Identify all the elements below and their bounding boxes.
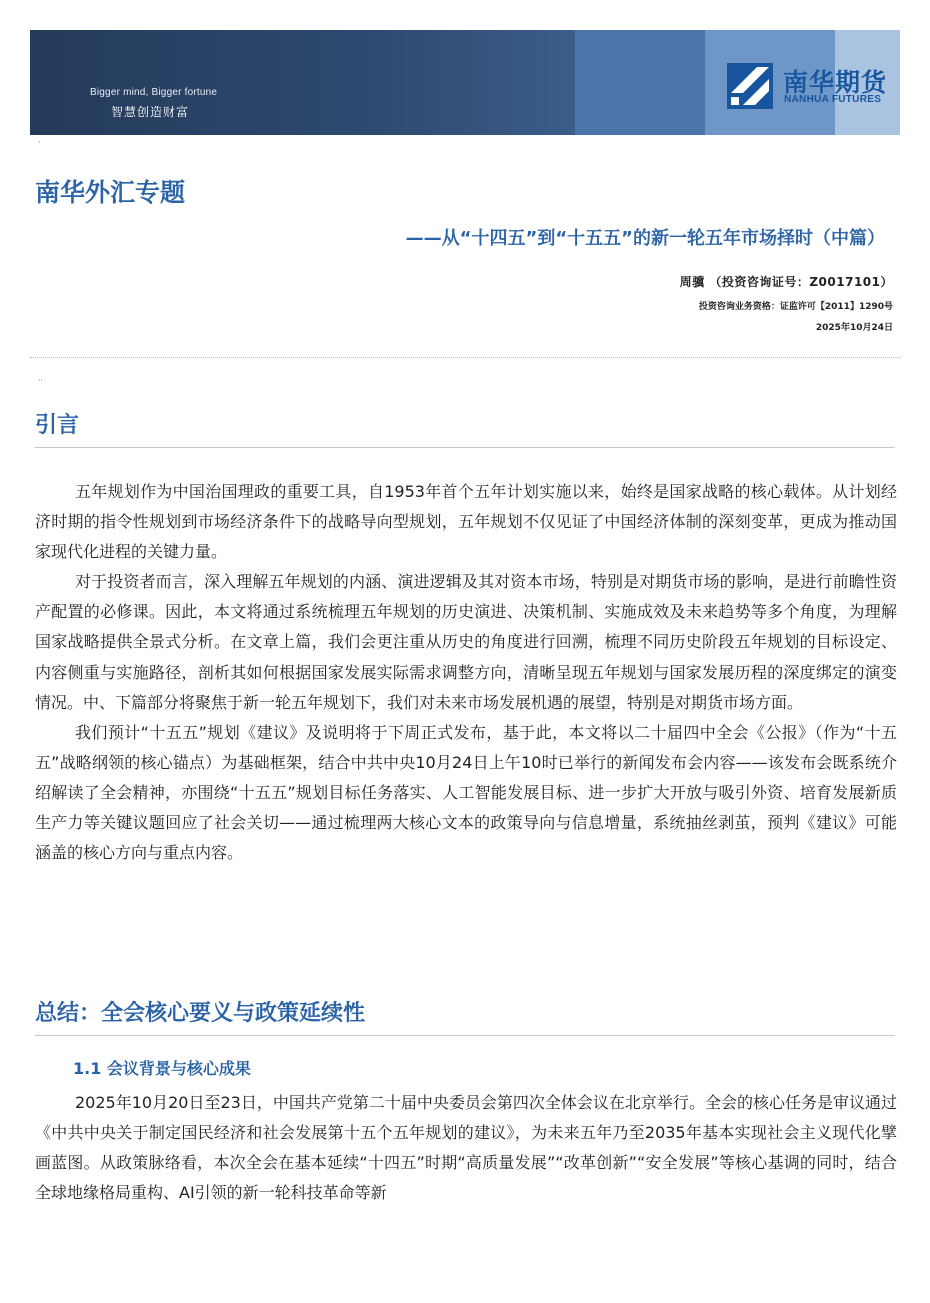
brand-name-english: NANHUA FUTURES: [784, 94, 882, 105]
report-title: 南华外汇专题: [35, 178, 186, 207]
section-heading-summary: 总结：全会核心要义与政策延续性: [35, 1001, 366, 1026]
paragraph: 五年规划作为中国治国理政的重要工具，自1953年首个五年计划实施以来，始终是国家战略的核心载体。从计划经济时期的指令性规划到市场经济条件下的战略导向型规划，五年规划不仅见证了中国经济体制的深刻变革，更成为推动国家现代化进程的关键力量。: [35, 482, 897, 562]
subsection-heading: 1.1 会议背景与核心成果: [73, 1059, 251, 1078]
section-divider: [35, 447, 895, 448]
summary-body: [35, 1088, 897, 1208]
decorative-dot: ··: [38, 376, 44, 385]
paragraph: 我们预计“十五五”规划《建议》及说明将于下周正式发布，基于此，本文将以二十届四中全会《公报》（作为“十五五”战略纲领的核心锚点）为基础框架，结合中共中央10月24日上午10时已举行的新闻发布会内容——该发布会既系统介绍解读了全会精神，亦围绕“十五五”规划目标任务落实、人工智能发展目标、进一步扩大开放与吸引外资、培育发展新质生产力等关键议题回应了社会关切——通过梳理两大核心文本的政策导向与信息增量，系统抽丝剥茧，预判《建议》可能涵盖的核心方向与重点内容。: [35, 722, 897, 863]
brand-name-chinese: 南华期货: [783, 68, 888, 97]
report-date: 2025年10月24日: [815, 323, 893, 333]
intro-body: [35, 477, 897, 868]
header-banner: [30, 30, 900, 135]
paragraph: 对于投资者而言，深入理解五年规划的内涵、演进逻辑及其对资本市场，特别是对期货市场的影响，是进行前瞻性资产配置的必修课。因此，本文将通过系统梳理五年规划的历史演进、决策机制、实施成效及未来趋势等多个角度，为理解国家战略提供全景式分析。在文章上篇，我们会更注重从历史的角度进行回溯，梳理不同历史阶段五年规划的目标设定、内容侧重与实施路径，剖析其如何根据国家发展实际需求调整方向，清晰呈现五年规划与国家发展历程的深度绑定的演变情况。中、下篇部分将聚焦于新一轮五年规划下，我们对未来市场发展机遇的展望，特别是对期货市场方面。: [35, 572, 897, 712]
banner-stripe: [575, 30, 705, 135]
section-divider: [35, 1035, 895, 1036]
decorative-dot: ·: [38, 138, 41, 147]
report-subtitle: ——从“十四五”到“十五五”的新一轮五年市场择时（中篇）: [405, 228, 885, 249]
nanhua-logo-icon: [727, 63, 773, 109]
header-divider: [30, 357, 900, 358]
slogan-chinese: 智慧创造财富: [111, 105, 190, 119]
author-line: 周骥 （投资咨询证号：Z0017101）: [679, 275, 893, 289]
section-heading-intro: 引言: [35, 413, 80, 438]
slogan-english: Bigger mind, Bigger fortune: [90, 87, 218, 98]
license-line: 投资咨询业务资格：证监许可【2011】1290号: [698, 302, 893, 312]
paragraph: 2025年10月20日至23日，中国共产党第二十届中央委员会第四次全体会议在北京举行。全会的核心任务是审议通过《中共中央关于制定国民经济和社会发展第十五个五年规划的建议》，为未来五年乃至2035年基本实现社会主义现代化擘画蓝图。从政策脉络看，本次全会在基本延续“十四五”时期“高质量发展”“改革创新”“安全发展”等核心基调的同时，结合全球地缘格局重构、AI引领的新一轮科技革命等新: [35, 1093, 897, 1203]
